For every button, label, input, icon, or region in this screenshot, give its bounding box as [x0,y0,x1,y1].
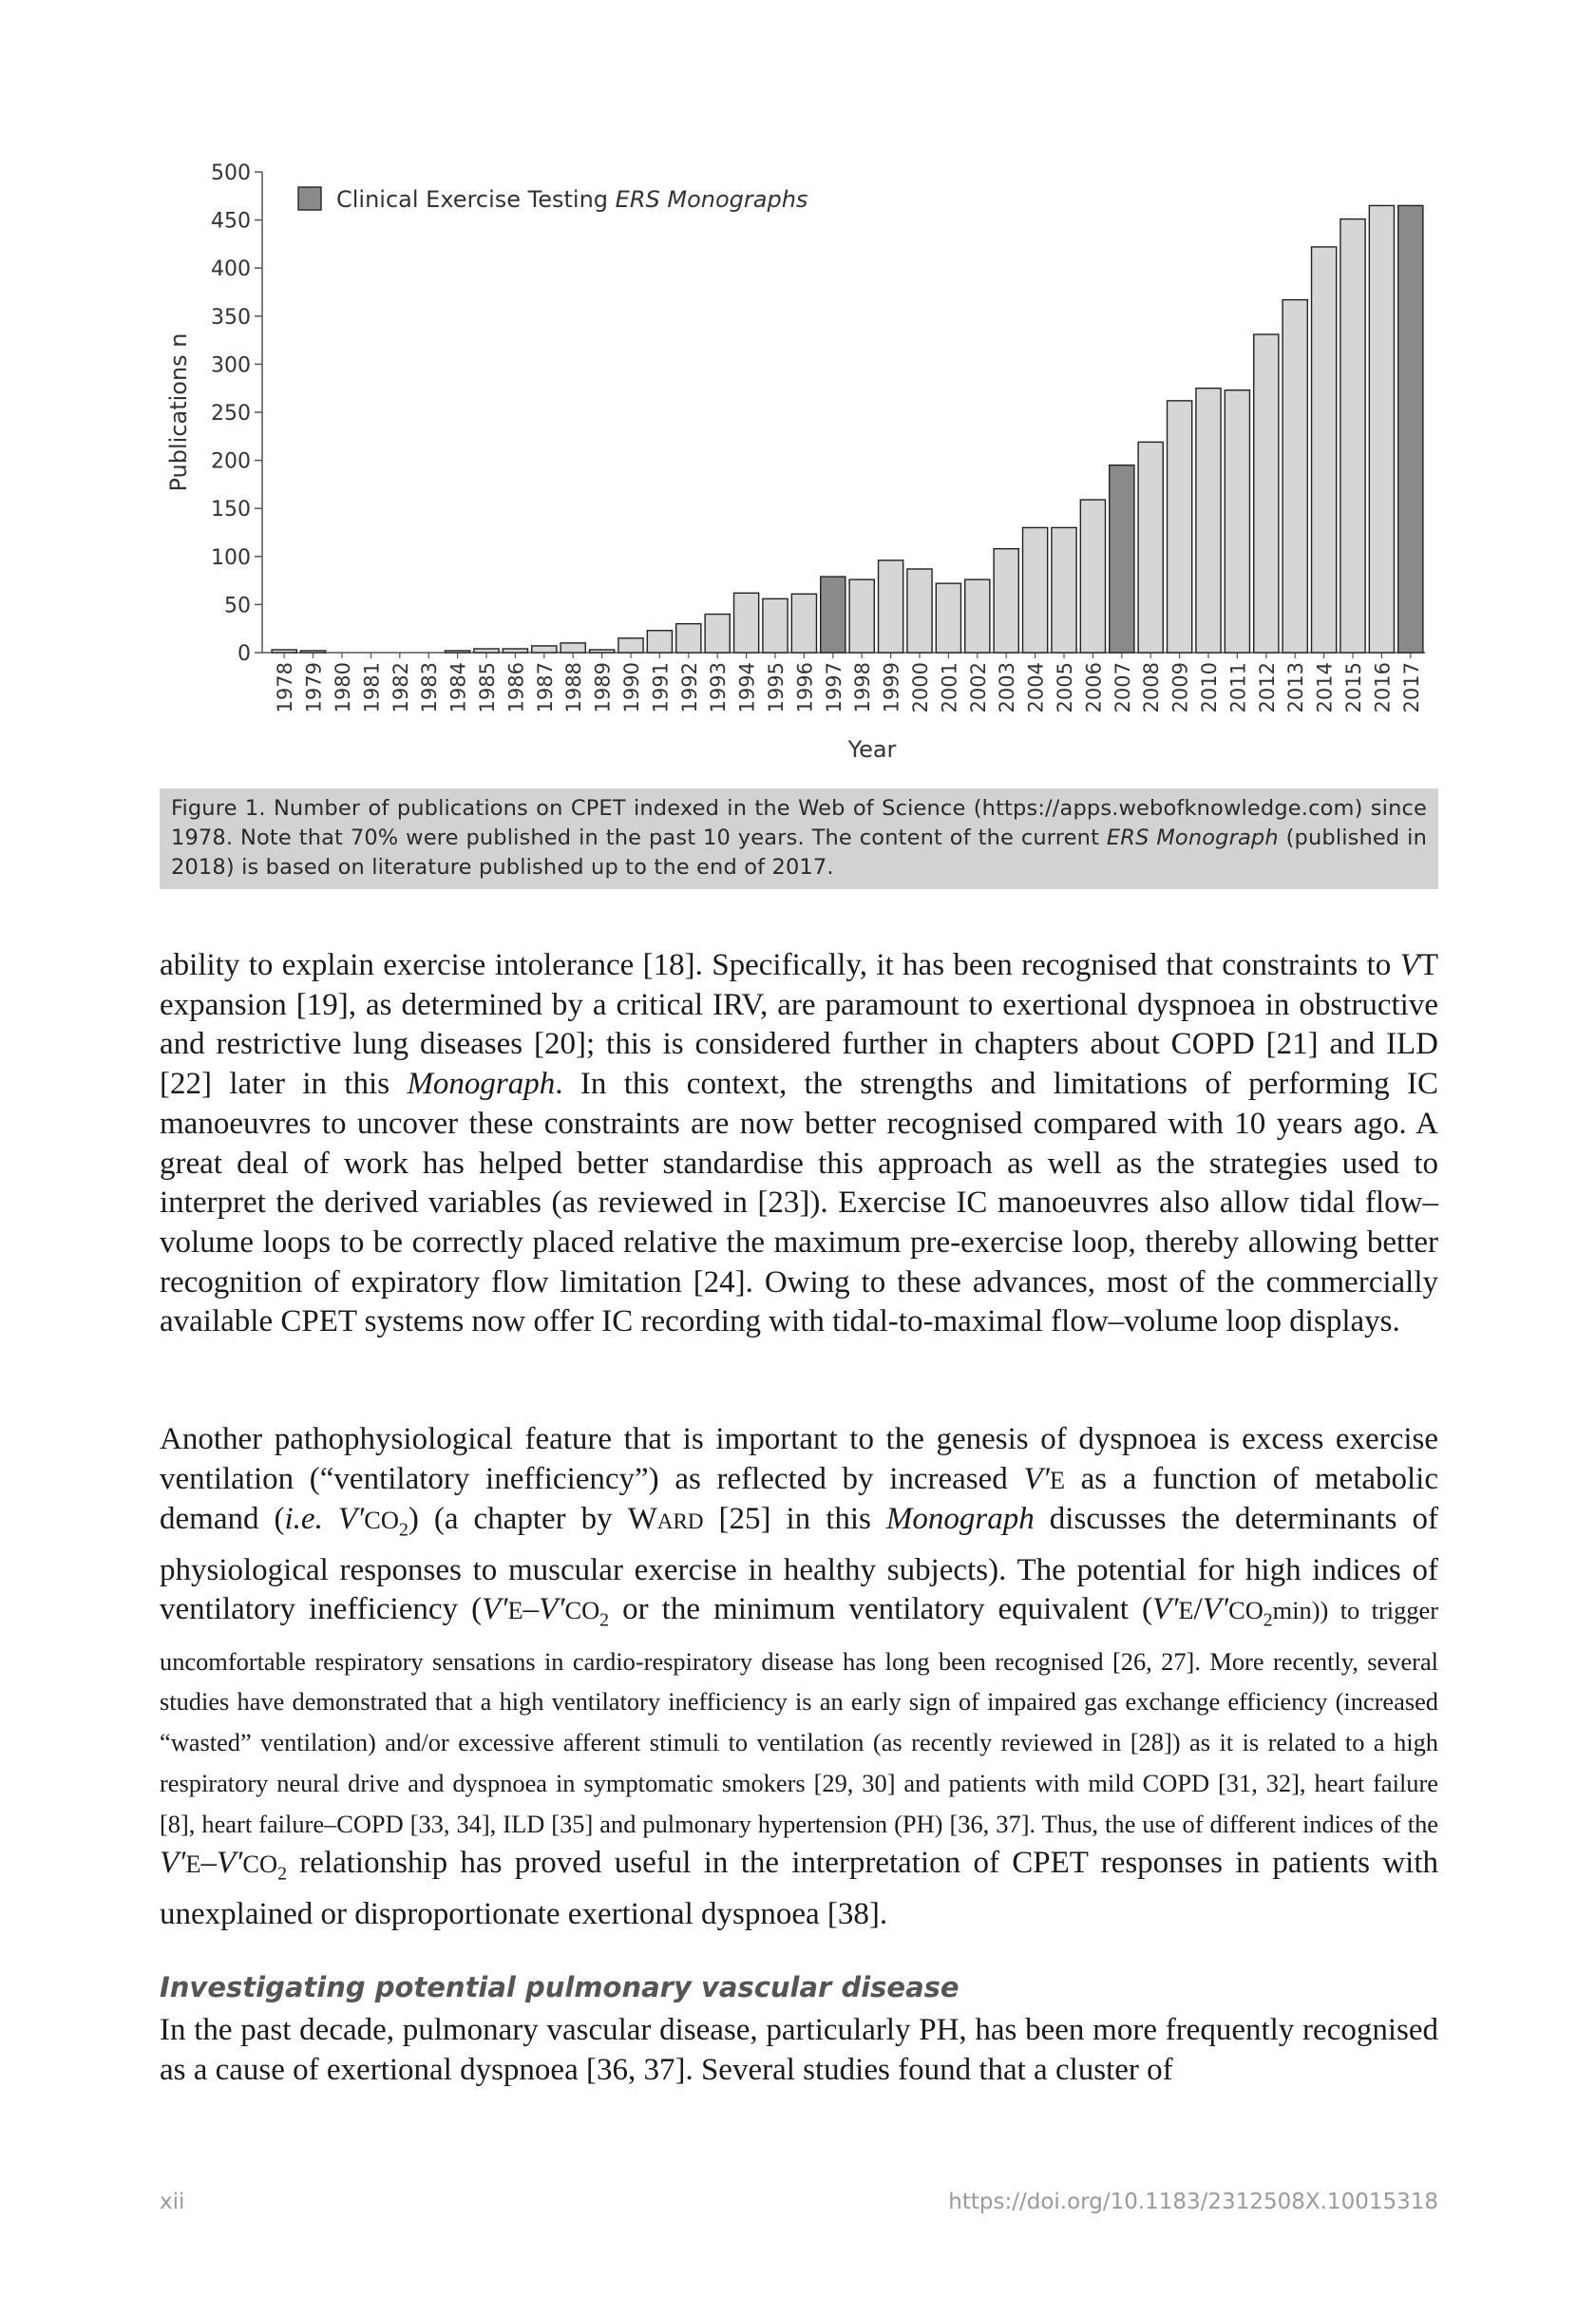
para2-smallcaps: E [507,1596,523,1625]
para2-italic: V′ [1152,1592,1179,1627]
para2-italic: V′ [539,1592,565,1627]
para2-italic: i.e. [284,1502,323,1537]
bar-1994 [734,593,759,653]
y-tick-label: 250 [211,402,251,426]
bar-2013 [1282,300,1307,653]
para2-text: – [522,1592,540,1627]
bar-2009 [1168,401,1192,653]
x-tick-label-1979: 1979 [302,662,326,713]
x-tick-label-2016: 2016 [1371,662,1395,713]
bar-1997 [821,577,846,653]
para1-italic-2: Monograph [407,1067,556,1102]
bar-1988 [560,643,585,653]
y-tick-label: 500 [211,161,251,185]
para2-text: – [200,1846,218,1881]
x-tick-label-1999: 1999 [880,662,903,713]
para1-italic-1: V [1399,948,1419,982]
x-tick-label-2004: 2004 [1024,662,1048,713]
x-tick-label-1993: 1993 [707,662,731,713]
publications-bar-chart [142,147,1454,774]
bar-1987 [532,646,557,653]
bar-2003 [994,549,1018,653]
x-tick-label-1988: 1988 [562,662,586,713]
bar-2015 [1340,219,1365,653]
caption-text-1: Figure 1. Number of publications on CPET indexed in the Web of Science (https://apps.webofknowledge.com) since 1978. Note that 70% were published in the past 10 years. The content of the current [171,796,1427,850]
para2-author-smallcaps: Ward [627,1502,704,1537]
bar-1984 [446,651,470,653]
x-tick-label-2017: 2017 [1399,662,1423,713]
para2-subscript: 2 [599,1610,610,1631]
bar-1985 [474,649,499,653]
x-tick-label-2006: 2006 [1082,662,1106,713]
x-tick-label-2001: 2001 [938,662,961,713]
para2-text: ) (a chapter by [408,1502,628,1537]
x-tick-label-2013: 2013 [1284,662,1308,713]
figure-caption [160,788,1438,889]
caption-italic-1: ERS Monograph [1106,825,1279,850]
bar-2012 [1254,334,1279,653]
paragraph-3: In the past decade, pulmonary vascular disease, particularly PH, has been more frequently recognised as a cause of exertional dyspnoea [36, 37]. Several studies found that a cluster of [160,2013,1438,2087]
bar-1996 [791,594,816,653]
bar-1979 [301,651,326,653]
x-tick-label-2011: 2011 [1226,662,1250,713]
x-tick-label-2008: 2008 [1140,662,1164,713]
para2-text [323,1502,338,1536]
para2-text: Another pathophysiological feature that is important to the genesis of dyspnoea is excess exercise ventilation (“ventilatory inefficiency”) as reflected by increased [160,1422,1438,1496]
para1-text-1: ability to explain exercise intolerance [18]. Specifically, it has been recognised that constraints to [160,948,1400,982]
x-tick-label-1983: 1983 [418,662,442,713]
bar-2017 [1398,205,1423,653]
x-tick-label-1996: 1996 [793,662,817,713]
bar-2004 [1023,527,1048,653]
para2-text: CO [564,1596,600,1625]
legend-label-text: Clinical Exercise Testing [336,186,616,213]
bar-1991 [647,631,672,653]
para2-text: min)) to trigger uncomfortable respiratory sensations in cardio-respiratory disease has long been recognised [26, 27]. More recently, several studies have demonstrated that a high ventilatory inefficiency is an early sign of impaired gas exchange efficiency (increased “wasted” ventilation) and/or excessive afferent stimuli to ventilation (as recently reviewed in [28]) as it is related to a high respiratory neural drive and dyspnoea in symptomatic smokers [29, 30] and patients with mild COPD [31, 32], heart failure [8], heart failure–COPD [33, 34], ILD [35] and pulmonary hypertension (PH) [36, 37]. Thus, the use of different indices of the [160,1596,1439,1838]
para2-italic: Monograph [885,1502,1035,1537]
para2-text: CO [364,1506,399,1535]
legend-label [336,186,808,213]
para2-smallcaps: E [1178,1596,1194,1625]
x-tick-label-1987: 1987 [533,662,557,713]
bar-1995 [763,598,788,653]
bar-1989 [590,650,615,653]
y-tick-label: 50 [224,594,251,618]
x-tick-label-1980: 1980 [332,662,354,713]
x-tick-label-1978: 1978 [274,662,297,713]
y-tick-label: 350 [211,305,251,330]
x-tick-label-1995: 1995 [765,662,788,713]
x-tick-label-2014: 2014 [1313,662,1337,713]
bar-2001 [936,583,960,653]
bar-2006 [1080,500,1105,653]
para1-text-2: T expansion [19], as determined by a critical IRV, are paramount to exertional dyspnoea in obstructive and restrictive lung diseases [20]; this is considered further in chapters about COPD [21] and ILD [22] later in this [160,948,1438,1102]
x-tick-label-2000: 2000 [909,662,932,713]
y-tick-label: 300 [211,353,251,378]
x-tick-label-1991: 1991 [649,662,673,713]
para2-italic: V′ [1023,1461,1050,1496]
bar-1990 [618,638,643,653]
x-tick-label-1982: 1982 [389,662,412,713]
para2-smallcaps: E [1049,1465,1065,1494]
y-tick-label: 100 [211,545,251,570]
x-tick-label-1992: 1992 [677,662,701,713]
para2-subscript: 2 [398,1520,408,1541]
bar-2011 [1225,390,1249,653]
x-tick-label-1994: 1994 [735,662,759,713]
para2-text: CO [242,1850,278,1879]
bar-1978 [272,650,296,653]
bar-2000 [907,569,932,653]
section-heading: Investigating potential pulmonary vascular disease [160,1971,960,2003]
x-tick-label-2012: 2012 [1255,662,1279,713]
bar-2008 [1138,442,1163,653]
y-tick-label: 450 [211,209,251,234]
x-tick-label-1989: 1989 [591,662,615,713]
y-axis-label: Publications n [165,332,192,492]
para2-italic: V′ [160,1846,186,1881]
bar-1999 [879,560,903,653]
para2-text: [25] in this [703,1502,886,1537]
x-tick-label-2009: 2009 [1168,662,1192,713]
legend-swatch [298,187,321,210]
x-tick-label-2010: 2010 [1198,662,1221,713]
bar-2002 [965,579,990,653]
para2-italic: V′ [482,1592,508,1627]
bar-2005 [1052,527,1076,653]
x-tick-label-1990: 1990 [620,662,643,713]
para2-text: CO [1228,1596,1264,1625]
page-number: xii [160,2190,185,2214]
caption-text-2: (published in 2018) is based on literature published up to the end of 2017. [171,825,1427,880]
para2-text: discusses the determinants of physiological responses to muscular exercise in healthy subjects). The potential for high indices of ventilatory inefficiency ( [160,1502,1439,1627]
para1-text-3: . In this context, the strengths and limitations of performing IC manoeuvres to uncover these constraints are now better recognised compared with 10 years ago. A great deal of work has helped better standardise this approach as well as the strategies used to interpret the derived variables (as reviewed in [23]). Exercise IC manoeuvres also allow tidal flow–volume loops to be correctly placed relative the maximum pre-exercise loop, thereby allowing better recognition of expiratory flow limitation [24]. Owing to these advances, most of the commercially available CPET systems now offer IC recording with tidal-to-maximal flow–volume loop displays. [160,1067,1439,1339]
para2-smallcaps: E [185,1850,201,1879]
x-tick-label-1984: 1984 [446,662,470,713]
bar-1998 [849,579,874,653]
bar-1992 [676,624,701,653]
y-tick-label: 200 [211,449,251,474]
x-tick-label-1986: 1986 [504,662,528,713]
bar-2016 [1369,205,1394,653]
x-tick-label-1981: 1981 [360,662,384,713]
paragraph-1 [160,946,1438,1342]
para2-text: or the minimum ventilatory equivalent ( [609,1592,1153,1627]
x-tick-label-2007: 2007 [1111,662,1134,713]
bar-2010 [1196,389,1221,653]
y-tick-label: 400 [211,257,251,282]
para2-text: relationship has proved useful in the interpretation of CPET responses in patients with unexplained or disproportionate exertional dyspnoea [38]. [160,1846,1438,1931]
x-axis-label: Year [847,736,897,763]
para2-subscript: 2 [277,1863,287,1885]
x-tick-label-2002: 2002 [966,662,990,713]
paragraph-2 [160,1420,1438,1934]
x-tick-label-2003: 2003 [996,662,1019,713]
x-tick-label-2015: 2015 [1342,662,1365,713]
x-tick-label-1998: 1998 [851,662,875,713]
x-tick-label-2005: 2005 [1054,662,1076,713]
legend-label-italic: ERS Monographs [615,186,808,213]
bar-2007 [1110,465,1134,653]
bar-1993 [705,615,730,653]
y-tick-label: 0 [238,642,251,666]
bar-2014 [1312,247,1337,653]
y-tick-label: 150 [211,498,251,522]
bar-1986 [503,649,527,653]
x-tick-label-1997: 1997 [822,662,846,713]
para2-italic: V′ [1202,1592,1229,1627]
para2-italic: V′ [337,1502,365,1537]
para2-text: as a function of metabolic demand ( [160,1461,1438,1537]
para2-text: / [1193,1592,1203,1627]
para2-italic: V′ [217,1846,243,1881]
x-tick-label-1985: 1985 [476,662,499,713]
doi-link[interactable]: https://doi.org/10.1183/2312508X.10015318 [948,2190,1438,2214]
para2-subscript: 2 [1263,1610,1273,1631]
